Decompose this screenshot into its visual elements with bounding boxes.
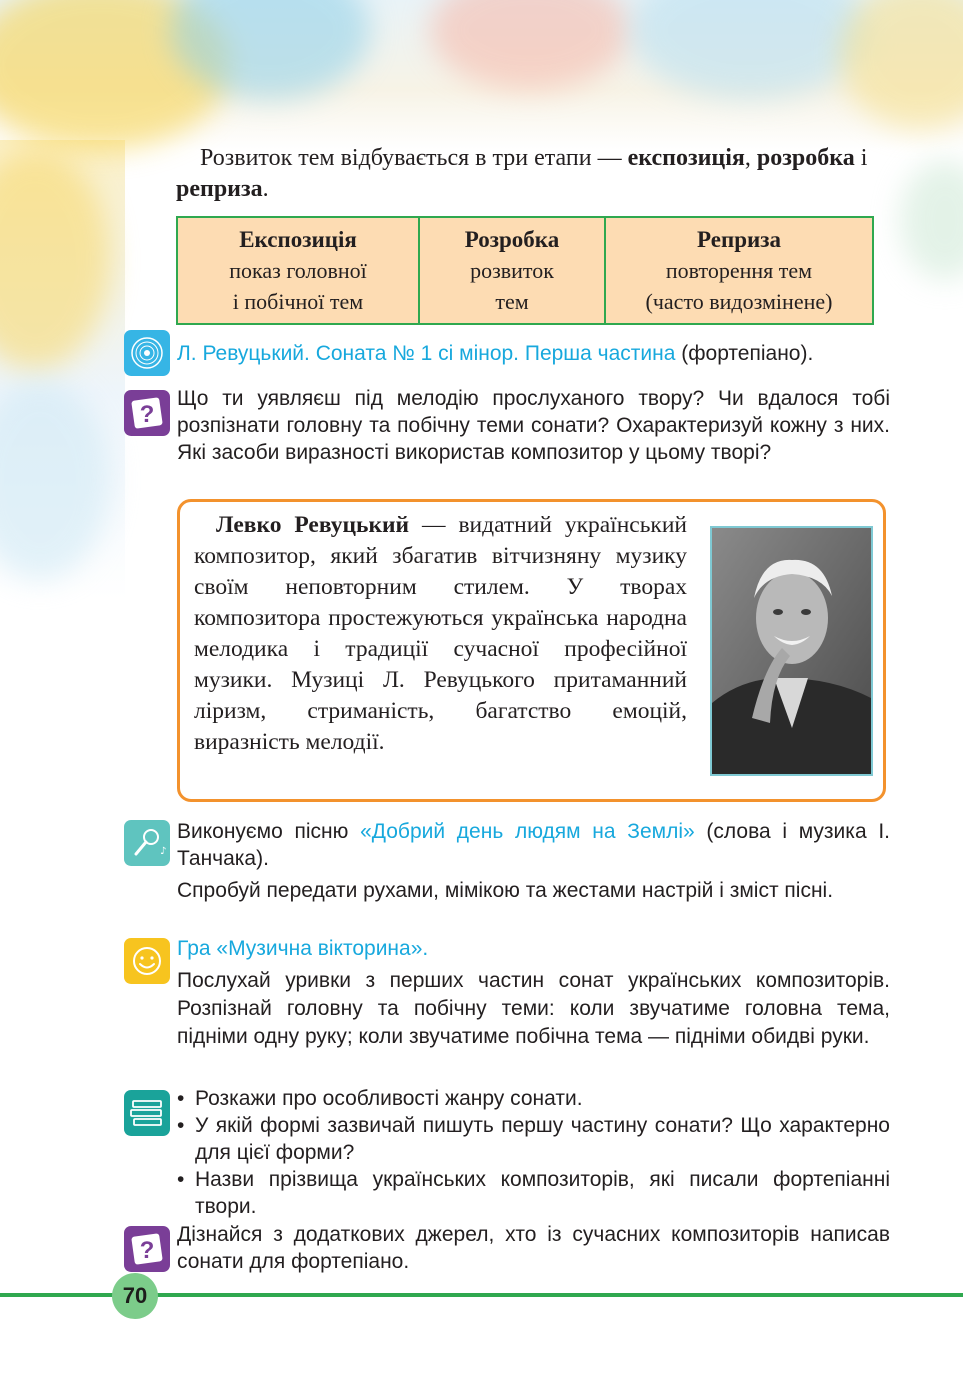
intro-text-3: і xyxy=(854,145,868,171)
intro-text-1: Розвиток тем відбувається в три етапи — xyxy=(200,145,628,171)
composer-portrait xyxy=(710,526,873,776)
song-title: «Добрий день людям на Землі» xyxy=(360,820,695,843)
term-development: розробка xyxy=(756,145,855,171)
stage-desc: тем xyxy=(495,289,529,314)
intro-paragraph xyxy=(176,143,890,205)
books-icon xyxy=(124,1090,170,1136)
table-row xyxy=(177,217,873,324)
term-exposition: експозиція xyxy=(627,145,745,171)
svg-text:?: ? xyxy=(139,1237,155,1264)
question-icon xyxy=(124,390,170,436)
listening-title: Л. Ревуцький. Соната № 1 сі мінор. Перша частина xyxy=(177,342,676,365)
table-cell-exposition xyxy=(177,217,419,324)
review-questions-list xyxy=(177,1085,890,1220)
list-item: • Розкажи про особливості жанру сонати. xyxy=(177,1085,890,1112)
table-cell-recapitulation xyxy=(605,217,873,324)
sonata-stages-table xyxy=(176,216,874,325)
smiley-icon xyxy=(124,938,170,984)
list-item: • Назви прізвища українських композиторів, які писали фортепіанні твори. xyxy=(177,1166,890,1220)
song-suffix: (слова і музика І. Танчака). xyxy=(177,820,891,870)
question-1-text: Що ти уявляєш під мелодію прослуханого твору? Чи вдалося тобі розпізнати головну та побічну теми сонати? Охарактеризуй кожну з них. Які засоби виразності використав композитор у цьому творі? xyxy=(177,387,890,464)
svg-text:?: ? xyxy=(139,401,155,428)
table-cell-development xyxy=(419,217,605,324)
composer-name: Левко Ревуцький xyxy=(216,512,410,538)
list-item: • У якій формі зазвичай пишуть першу частину сонати? Що характерно для цієї форми? xyxy=(177,1112,890,1166)
game-title: Гра «Музична вікторина». xyxy=(177,937,429,960)
stage-desc: повторення тем xyxy=(665,258,813,283)
song-line xyxy=(177,818,890,872)
biography-text xyxy=(194,510,687,758)
paint-splash xyxy=(900,160,963,280)
listening-line xyxy=(177,340,890,367)
song-task: Спробуй передати рухами, мімікою та жестами настрій і зміст пісні. xyxy=(177,879,834,902)
stage-title: Експозиція xyxy=(239,227,357,252)
intro-text-2: , xyxy=(744,145,757,171)
question-2-text: Дізнайся з додаткових джерел, хто із сучасних композиторів написав сонати для фортепіано. xyxy=(177,1223,890,1273)
svg-text:♪: ♪ xyxy=(160,846,167,857)
game-text: Послухай уривки з перших частин сонат українських композиторів. Розпізнай головну та побічну теми: коли звучатиме головна тема, підніми одну руку; коли звучатиме побічна тема — підніми обидві руки. xyxy=(177,969,890,1048)
song-prefix: Виконуємо пісню xyxy=(177,820,361,843)
microphone-icon xyxy=(124,820,170,866)
biography-body: — видатний український композитор, який збагатив вітчизняну музику своїм неповторним стилем. У творах композитора простежуються українська народна мелодика і традиції сучасної професійної музики. Музиці Л. Ревуцького притаманний ліризм, стриманість, багатство емоцій, виразність мелодії. xyxy=(194,512,688,755)
cd-disc-icon xyxy=(124,330,170,376)
stage-title: Реприза xyxy=(697,227,781,252)
stage-desc: і побічної тем xyxy=(232,289,364,314)
page-number: 70 xyxy=(112,1273,158,1319)
listening-suffix: (фортепіано). xyxy=(675,342,814,365)
stage-desc: (часто видозмінене) xyxy=(645,289,833,314)
stage-desc: розвиток xyxy=(470,258,554,283)
question-icon xyxy=(124,1226,170,1272)
term-recapitulation: реприза xyxy=(176,176,263,202)
stage-desc: показ головної xyxy=(229,258,367,283)
stage-title: Розробка xyxy=(464,227,560,252)
intro-text-4: . xyxy=(262,176,269,202)
